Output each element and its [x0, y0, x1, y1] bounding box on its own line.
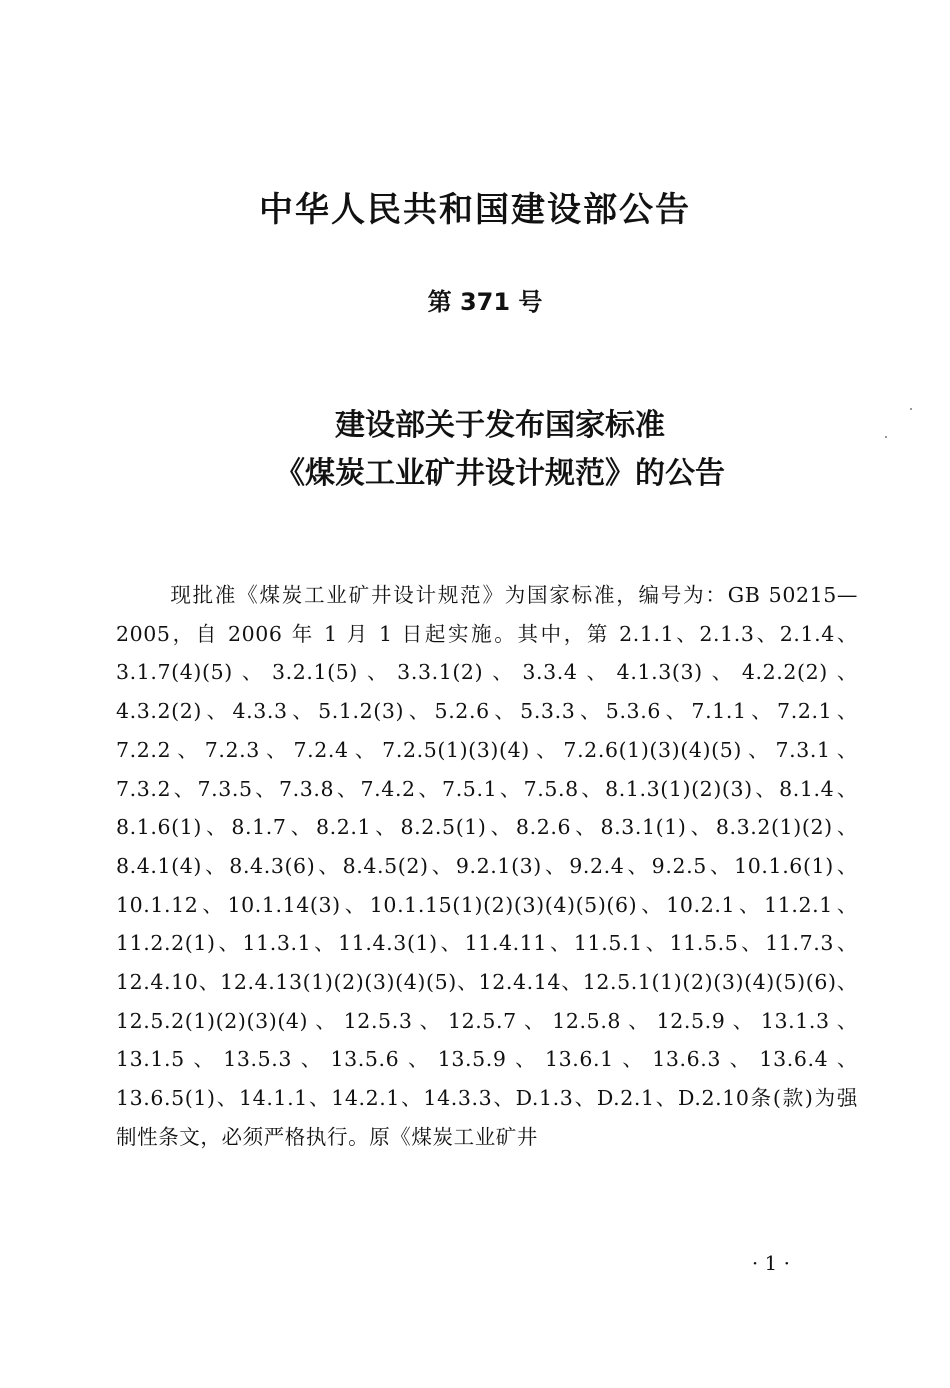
scan-speck [885, 436, 887, 438]
body-paragraph: 现批准《煤炭工业矿井设计规范》为国家标准，编号为：GB 50215—2005，自 2006 年 1 月 1 日起实施。其中，第 2.1.1、2.1.3、2.1.4、3.1.7(4)(5)、3.2.1(5)、3.3.1(2)、3.3.4、4.1.3(3)、4.2.2(2)、4.3.2(2)、4.3.3、5.1.2(3)、5.2.6、5.3.3、5.3.6、7.1.1、7.2.1、7.2.2、7.2.3、7.2.4、7.2.5(1)(3)(4)、7.2.6(1)(3)(4)(5)、7.3.1、7.3.2、7.3.5、7.3.8、7.4.2、7.5.1、7.5.8、8.1.3(1)(2)(3)、8.1.4、8.1.6(1)、8.1.7、8.2.1、8.2.5(1)、8.2.6、8.3.1(1)、8.3.2(1)(2)、8.4.1(4)、8.4.3(6)、8.4.5(2)、9.2.1(3)、9.2.4、9.2.5、10.1.6(1)、10.1.12、10.1.14(3)、10.1.15(1)(2)(3)(4)(5)(6)、10.2.1、11.2.1、11.2.2(1)、11.3.1、11.4.3(1)、11.4.11、11.5.1、11.5.5、11.7.3、12.4.10、12.4.13(1)(2)(3)(4)(5)、12.4.14、12.5.1(1)(2)(3)(4)(5)(6)、12.5.2(1)(2)(3)(4)、12.5.3、12.5.7、12.5.8、12.5.9、13.1.3、13.1.5、13.5.3、13.5.6、13.5.9、13.6.1、13.6.3、13.6.4、13.6.5(1)、14.1.1、14.2.1、14.3.3、D.1.3、D.2.1、D.2.10条(款)为强制性条文，必须严格执行。原《煤炭工业矿井 [116, 583, 858, 1149]
document-title [0, 402, 950, 498]
agency-title: 中华人民共和国建设部公告 [259, 190, 691, 230]
document-title-line-1: 建设部关于发布国家标准 [335, 408, 665, 443]
page-number: · 1 · [751, 1251, 790, 1275]
scan-speck [910, 408, 912, 410]
document-title-line-2: 《煤炭工业矿井设计规范》的公告 [275, 456, 725, 491]
notice-number: 第 371 号 [427, 288, 543, 316]
